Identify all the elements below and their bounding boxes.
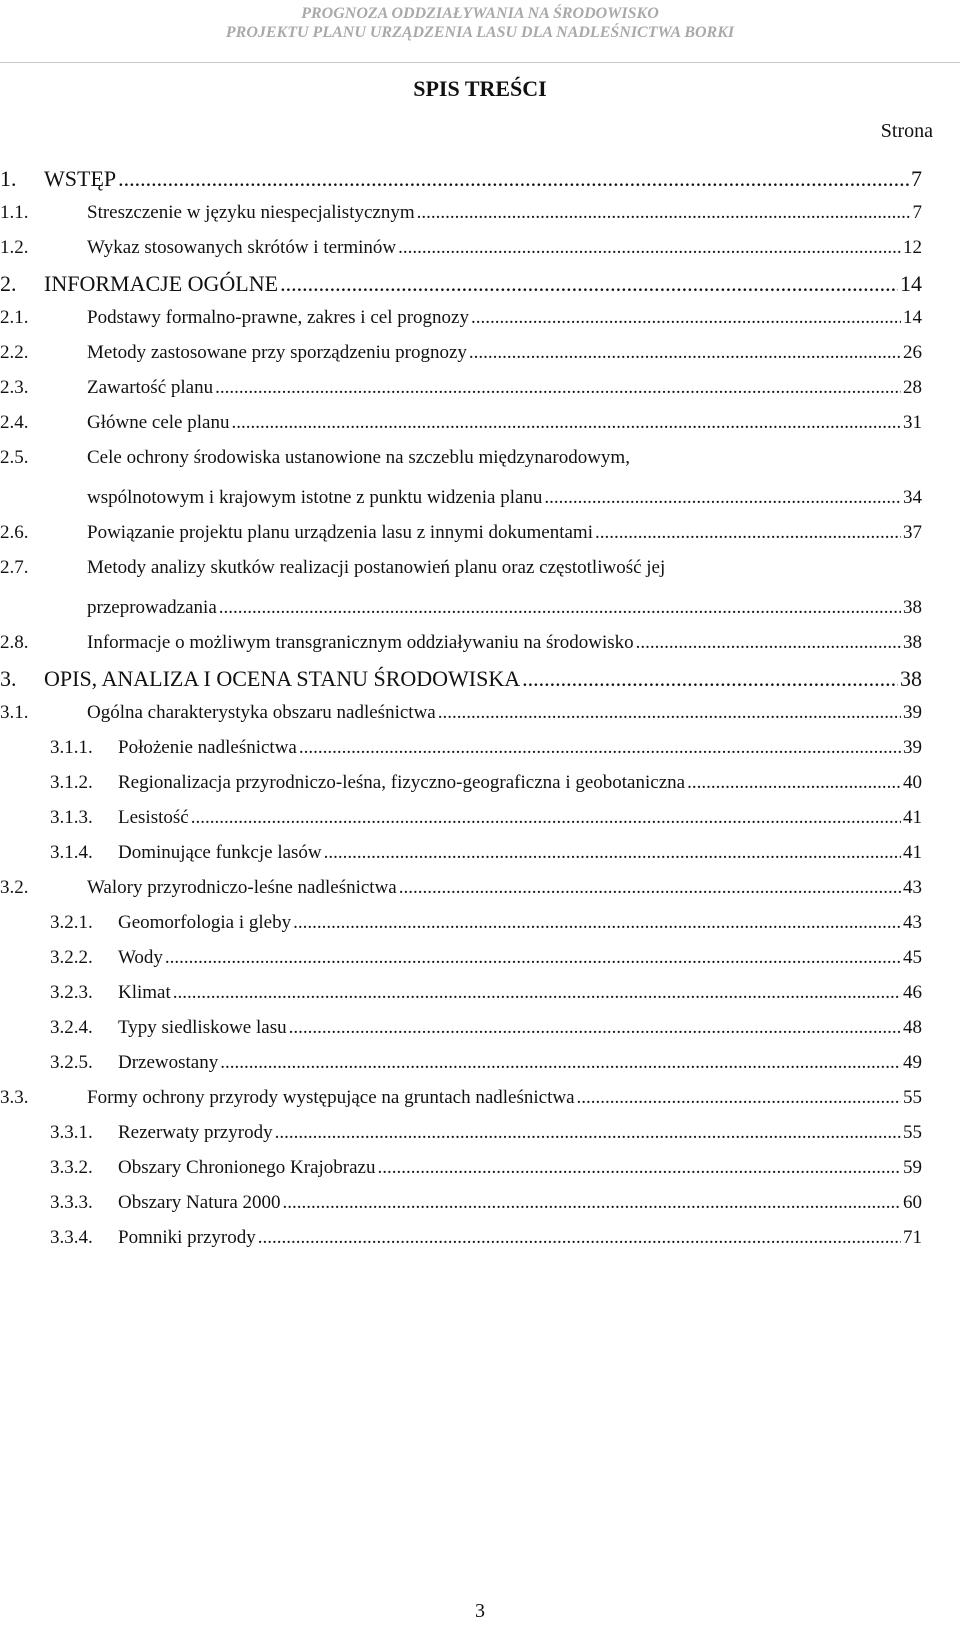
- toc-entry-number: 3.2.3.: [50, 982, 93, 1003]
- toc-entry-page: 49: [903, 1052, 922, 1073]
- toc-entry-title: Streszczenie w języku niespecjalistycznym: [87, 202, 415, 223]
- toc-leader-dots: [173, 983, 901, 1002]
- toc-entry-number: 3.: [0, 666, 17, 691]
- toc-entry-title: Metody analizy skutków realizacji postanowień planu oraz częstotliwość jej: [87, 557, 666, 578]
- toc-entry-number: 2.4.: [0, 412, 29, 433]
- toc-entry-page: 55: [903, 1087, 922, 1108]
- toc-leader-dots: [275, 1123, 901, 1142]
- toc-leader-dots: [289, 1018, 901, 1037]
- toc-entry-number: 2.1.: [0, 307, 29, 328]
- toc-entry-title: Obszary Natura 2000: [118, 1192, 281, 1213]
- toc-leader-dots: [118, 168, 909, 190]
- toc-entry-number: 2.3.: [0, 377, 29, 398]
- toc-entry-title: Powiązanie projektu planu urządzenia lasu z innymi dokumentami: [87, 522, 593, 543]
- toc-entry-number: 2.6.: [0, 522, 29, 543]
- toc-entry-title: Typy siedliskowe lasu: [118, 1017, 287, 1038]
- toc-entry-title: Wykaz stosowanych skrótów i terminów: [87, 237, 397, 258]
- toc-entry-page: 43: [903, 912, 922, 933]
- toc-entry-page: 38: [900, 666, 922, 691]
- toc-entry-page: 41: [903, 842, 922, 863]
- toc-entry-number: 3.2.5.: [50, 1052, 93, 1073]
- toc-entry-number: 3.1.3.: [50, 807, 93, 828]
- toc-entry-page: 7: [912, 202, 922, 223]
- toc-entry-title: Informacje o możliwym transgranicznym oddziaływaniu na środowisko: [87, 632, 634, 653]
- toc-entry-title: INFORMACJE OGÓLNE: [44, 271, 279, 296]
- toc-entry-page: 71: [903, 1227, 922, 1248]
- toc-leader-dots: [471, 308, 901, 327]
- toc-entry-title: Klimat: [118, 982, 171, 1003]
- toc-entry-page: 28: [903, 377, 922, 398]
- toc-entry-page: 39: [903, 737, 922, 758]
- toc-entry-page: 38: [903, 597, 922, 618]
- toc-entry-title: Lesistość: [118, 807, 189, 828]
- toc-leader-dots: [544, 488, 901, 507]
- toc-entry-number: 3.3.1.: [50, 1122, 93, 1143]
- toc-leader-dots: [191, 808, 901, 827]
- toc-entry-page: 40: [903, 772, 922, 793]
- toc-entry-number: 2.2.: [0, 342, 29, 363]
- toc-entry-title: Regionalizacja przyrodniczo-leśna, fizyczno-geograficzna i geobotaniczna: [118, 772, 686, 793]
- toc-entry-title: OPIS, ANALIZA I OCENA STANU ŚRODOWISKA: [44, 666, 521, 691]
- toc-entry-page: 37: [903, 522, 922, 543]
- toc-entry-title-continued: przeprowadzania: [87, 597, 217, 618]
- toc-entry-number: 3.1.4.: [50, 842, 93, 863]
- toc-entry-page: 46: [903, 982, 922, 1003]
- toc-entry-number: 3.2.1.: [50, 912, 93, 933]
- toc-leader-dots: [399, 878, 901, 897]
- toc-entry-number: 3.3.2.: [50, 1157, 93, 1178]
- toc-entry-number: 1.2.: [0, 237, 29, 258]
- toc-leader-dots: [577, 1088, 901, 1107]
- toc-leader-dots: [165, 948, 901, 967]
- footer-page-number: 3: [475, 1600, 485, 1622]
- toc-entry-page: 31: [903, 412, 922, 433]
- toc-leader-dots: [299, 738, 901, 757]
- toc-leader-dots: [219, 598, 901, 617]
- toc-leader-dots: [595, 523, 901, 542]
- toc-entry-number: 3.3.3.: [50, 1192, 93, 1213]
- toc-leader-dots: [522, 668, 898, 690]
- toc-entry-number: 3.1.: [0, 702, 29, 723]
- toc-entry-page: 55: [903, 1122, 922, 1143]
- toc-entry-page: 7: [911, 166, 922, 191]
- toc-entry-title: Metody zastosowane przy sporządzeniu prognozy: [87, 342, 467, 363]
- toc-entry-number: 2.: [0, 271, 17, 296]
- toc-entry-number: 3.3.4.: [50, 1227, 93, 1248]
- toc-entry-title: Pomniki przyrody: [118, 1227, 256, 1248]
- toc-leader-dots: [324, 843, 901, 862]
- toc-leader-dots: [417, 203, 911, 222]
- toc-leader-dots: [283, 1193, 901, 1212]
- toc-entry-page: 59: [903, 1157, 922, 1178]
- toc-entry-title: Formy ochrony przyrody występujące na gruntach nadleśnictwa: [87, 1087, 575, 1108]
- toc-entry-title: Położenie nadleśnictwa: [118, 737, 297, 758]
- toc-entry-number: 3.3.: [0, 1087, 29, 1108]
- toc-entry-page: 60: [903, 1192, 922, 1213]
- toc-leader-dots: [636, 633, 901, 652]
- toc-entry-number: 2.7.: [0, 557, 29, 578]
- toc-leader-dots: [377, 1158, 901, 1177]
- toc-entry-title: Główne cele planu: [87, 412, 230, 433]
- toc-entry-title: Walory przyrodniczo-leśne nadleśnictwa: [87, 877, 397, 898]
- toc-entry-title: Rezerwaty przyrody: [118, 1122, 273, 1143]
- toc-entry-title: Geomorfologia i gleby: [118, 912, 292, 933]
- toc-entry-page: 26: [903, 342, 922, 363]
- running-header-line-2: PROJEKTU PLANU URZĄDZENIA LASU DLA NADLEŚNICTWA BORKI: [225, 24, 735, 41]
- page-column-label: Strona: [880, 120, 933, 142]
- toc-entry-title: WSTĘP: [44, 166, 117, 191]
- toc-entry-number: 3.2.: [0, 877, 29, 898]
- toc-entry-title: Obszary Chronionego Krajobrazu: [118, 1157, 376, 1178]
- toc-entry-title-continued: wspólnotowym i krajowym istotne z punktu widzenia planu: [87, 487, 543, 508]
- toc-entry-page: 48: [903, 1017, 922, 1038]
- toc-entry-page: 34: [903, 487, 922, 508]
- running-header-line-1: PROGNOZA ODDZIAŁYWANIA NA ŚRODOWISKO: [301, 5, 659, 22]
- toc-entry-page: 43: [903, 877, 922, 898]
- toc-entry-page: 14: [903, 307, 922, 328]
- toc-leader-dots: [231, 413, 901, 432]
- toc-entry-title: Drzewostany: [118, 1052, 219, 1073]
- toc-title: SPIS TREŚCI: [413, 76, 547, 101]
- toc-entry-number: 2.5.: [0, 447, 29, 468]
- toc-entry-title: Dominujące funkcje lasów: [118, 842, 322, 863]
- toc-entry-number: 3.2.4.: [50, 1017, 93, 1038]
- toc-entry-title: Ogólna charakterystyka obszaru nadleśnictwa: [87, 702, 436, 723]
- toc-entry-page: 38: [903, 632, 922, 653]
- toc-entry-title: Wody: [118, 947, 163, 968]
- toc-entry-number: 2.8.: [0, 632, 29, 653]
- toc-entry-title: Podstawy formalno-prawne, zakres i cel prognozy: [87, 307, 469, 328]
- toc-leader-dots: [293, 913, 901, 932]
- toc-leader-dots: [220, 1053, 901, 1072]
- toc-leader-dots: [438, 703, 901, 722]
- toc-entry-page: 41: [903, 807, 922, 828]
- toc-leader-dots: [469, 343, 901, 362]
- toc-entry-number: 3.1.1.: [50, 737, 93, 758]
- toc-entry-title: Cele ochrony środowiska ustanowione na szczeblu międzynarodowym,: [87, 447, 630, 468]
- toc-entry-title: Zawartość planu: [87, 377, 214, 398]
- toc-entry-page: 14: [900, 271, 922, 296]
- toc-leader-dots: [258, 1228, 901, 1247]
- toc-entry-number: 1.1.: [0, 202, 29, 223]
- toc-entry-number: 3.2.2.: [50, 947, 93, 968]
- toc-entry-page: 12: [903, 237, 922, 258]
- toc-entry-number: 3.1.2.: [50, 772, 93, 793]
- toc-leader-dots: [215, 378, 901, 397]
- toc-leader-dots: [398, 238, 901, 257]
- toc-leader-dots: [687, 773, 901, 792]
- toc-leader-dots: [280, 273, 898, 295]
- toc-entry-page: 45: [903, 947, 922, 968]
- toc-entry-page: 39: [903, 702, 922, 723]
- toc-entry-number: 1.: [0, 166, 17, 191]
